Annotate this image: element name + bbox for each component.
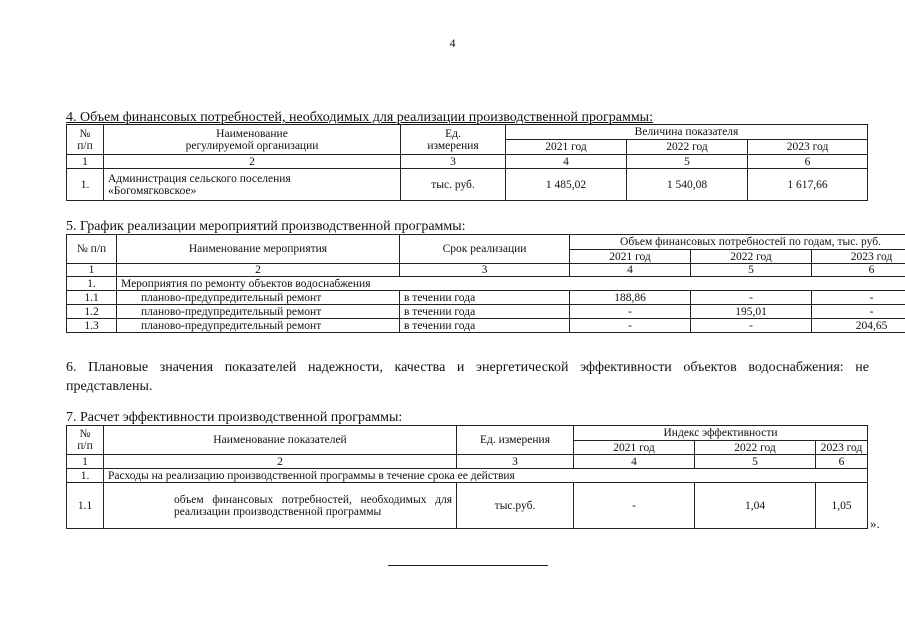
header-no: № п/п	[67, 235, 117, 264]
column-number: 5	[627, 155, 748, 169]
row-value: 1 617,66	[748, 169, 868, 201]
row-name: объем финансовых потребностей, необходимых для реализации производственной программы	[104, 483, 457, 529]
year-header: 2023 год	[812, 250, 905, 264]
row-value: 195,01	[691, 305, 812, 319]
row-value: -	[574, 483, 695, 529]
schedule-table	[66, 234, 905, 333]
page-number: 4	[449, 36, 456, 50]
row-value: -	[691, 291, 812, 305]
year-header: 2023 год	[816, 441, 868, 455]
row-term: в течении года	[400, 291, 570, 305]
row-value: 1,05	[816, 483, 868, 529]
column-number: 1	[67, 455, 104, 469]
year-header: 2022 год	[695, 441, 816, 455]
column-number: 2	[117, 264, 400, 277]
table-row	[67, 291, 905, 305]
closing-quote: ».	[870, 516, 880, 531]
row-value: -	[570, 319, 691, 333]
column-number: 4	[574, 455, 695, 469]
row-no: 1.1	[67, 483, 104, 529]
row-value: 204,65	[812, 319, 905, 333]
row-value: 1 485,02	[506, 169, 627, 201]
column-number: 6	[812, 264, 905, 277]
column-number: 2	[104, 155, 401, 169]
row-no: 1.3	[67, 319, 117, 333]
group-label: Расходы на реализацию производственной программы в течение срока ее действия	[104, 469, 868, 483]
header-value: Объем финансовых потребностей по годам, тыс. руб.	[570, 235, 905, 250]
year-header: 2021 год	[574, 441, 695, 455]
row-name: Администрация сельского поселения «Богомягковское»	[104, 169, 401, 201]
column-number: 6	[816, 455, 868, 469]
year-header: 2022 год	[691, 250, 812, 264]
column-number: 3	[400, 264, 570, 277]
group-no: 1.	[67, 469, 104, 483]
row-name: планово-предупредительный ремонт	[117, 291, 400, 305]
column-number: 1	[67, 264, 117, 277]
header-value: Индекс эффективности	[574, 426, 868, 441]
year-header: 2023 год	[748, 140, 868, 155]
year-header: 2021 год	[570, 250, 691, 264]
group-row	[67, 277, 905, 291]
section-7-heading: 7. Расчет эффективности производственной программы:	[66, 410, 403, 425]
header-value: Величина показателя	[506, 125, 868, 140]
row-term: в течении года	[400, 319, 570, 333]
column-number: 4	[506, 155, 627, 169]
column-number: 3	[457, 455, 574, 469]
row-value: -	[691, 319, 812, 333]
row-name: планово-предупредительный ремонт	[117, 319, 400, 333]
row-value: 1,04	[695, 483, 816, 529]
row-unit: тыс. руб.	[401, 169, 506, 201]
row-no: 1.	[67, 169, 104, 201]
table-row	[67, 483, 868, 529]
section-4-heading: 4. Объем финансовых потребностей, необходимых для реализации производственной программы:	[66, 110, 653, 125]
section-6-text: 6. Плановые значения показателей надежности, качества и энергетической эффективности объектов водоснабжения: не представлены.	[66, 360, 869, 394]
header-no: № п/п	[67, 426, 104, 455]
column-number: 1	[67, 155, 104, 169]
row-name: планово-предупредительный ремонт	[117, 305, 400, 319]
column-number: 3	[401, 155, 506, 169]
column-number: 4	[570, 264, 691, 277]
row-value: -	[570, 305, 691, 319]
section-5-heading: 5. График реализации мероприятий производственной программы:	[66, 219, 466, 234]
column-number: 2	[104, 455, 457, 469]
year-header: 2022 год	[627, 140, 748, 155]
header-name: Наименование мероприятия	[117, 235, 400, 264]
table-row	[67, 319, 905, 333]
group-label: Мероприятия по ремонту объектов водоснабжения	[117, 277, 905, 291]
row-term: в течении года	[400, 305, 570, 319]
header-no: № п/п	[67, 125, 104, 155]
header-name: Наименование регулируемой организации	[104, 125, 401, 155]
group-no: 1.	[67, 277, 117, 291]
row-value: -	[812, 305, 905, 319]
row-no: 1.1	[67, 291, 117, 305]
row-unit: тыс.руб.	[457, 483, 574, 529]
row-no: 1.2	[67, 305, 117, 319]
header-name: Наименование показателей	[104, 426, 457, 455]
year-header: 2021 год	[506, 140, 627, 155]
header-unit: Ед. измерения	[401, 125, 506, 155]
row-value: -	[812, 291, 905, 305]
column-number: 5	[695, 455, 816, 469]
group-row	[67, 469, 868, 483]
financial-needs-table	[66, 124, 868, 201]
table-row	[67, 169, 868, 201]
efficiency-table	[66, 425, 868, 529]
footer-divider	[388, 565, 548, 566]
table-row	[67, 305, 905, 319]
column-number: 6	[748, 155, 868, 169]
row-value: 188,86	[570, 291, 691, 305]
row-value: 1 540,08	[627, 169, 748, 201]
header-term: Срок реализации	[400, 235, 570, 264]
column-number: 5	[691, 264, 812, 277]
header-unit: Ед. измерения	[457, 426, 574, 455]
